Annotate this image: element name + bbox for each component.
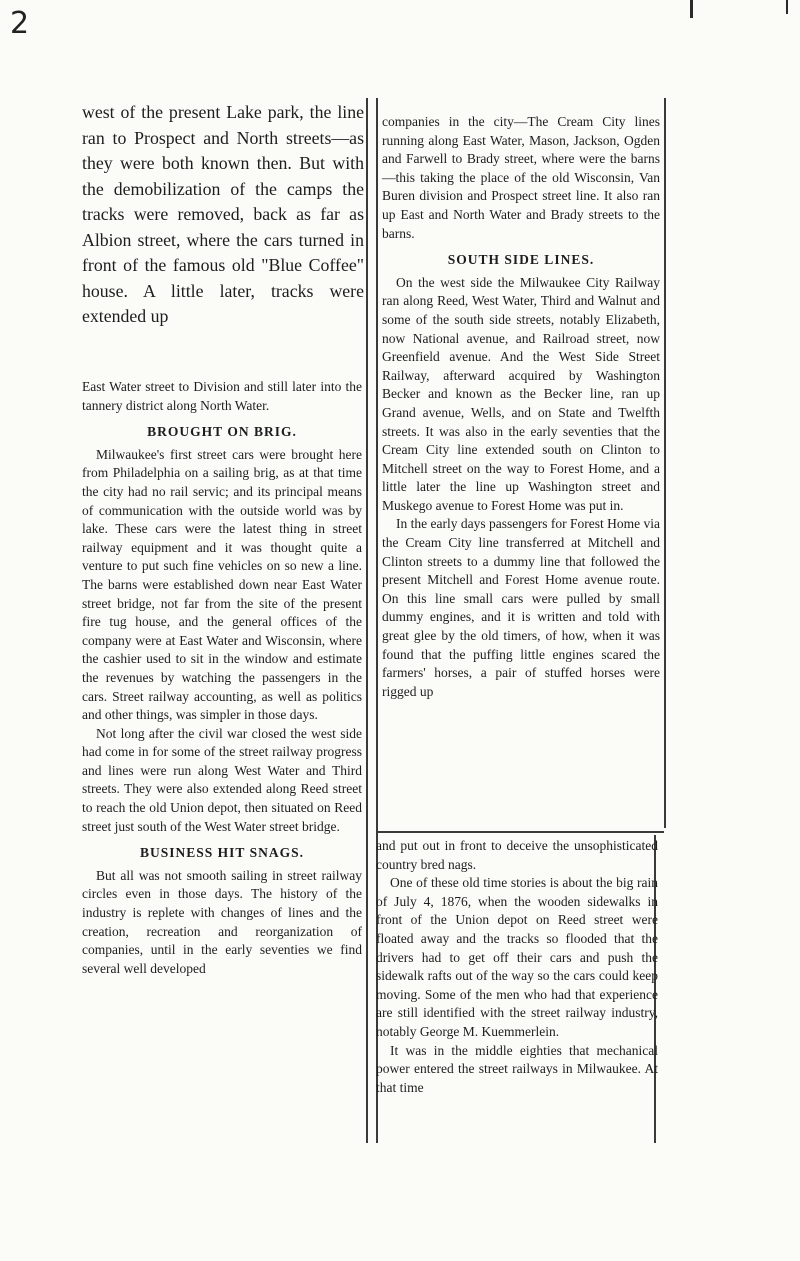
right-column-upper xyxy=(382,113,660,701)
right-clip-right-border xyxy=(664,98,666,828)
page-number: 2 xyxy=(10,6,30,41)
paragraph: companies in the city—The Cream City lines running along East Water, Mason, Jackson, Ogden and Farwell to Brady street, where were the barns —this taking the place of the old Wisconsin, Van Buren division and Prospect street line. It also ran up East and North Water and Brady streets to the barns. xyxy=(382,114,660,241)
right-edge-mark xyxy=(786,0,788,14)
heading-business-hit-snags: BUSINESS HIT SNAGS. xyxy=(140,845,304,861)
paragraph: and put out in front to deceive the unsophisticated country bred nags. xyxy=(376,838,658,872)
column-divider xyxy=(366,98,368,1143)
heading-south-side-lines: SOUTH SIDE LINES. xyxy=(447,252,595,268)
heading-brought-on-brig: BROUGHT ON BRIG. xyxy=(147,424,297,440)
paragraph: It was in the middle eighties that mechanical power entered the street railways in Milwaukee. At that time xyxy=(376,1042,658,1095)
paragraph: On the west side the Milwaukee City Railway ran along Reed, West Water, Third and Walnut and some of the south side streets, notably Elizabeth, now National avenue, and Railroad street, now Greenfield avenue. And the West Side Street Railway, afterward acquired by Washington Becker and known as the Becker line, ran up Grand avenue, Wells, and on State and Twelfth streets. It was also in the early seventies that the Cream City line extended south on Clinton to Mitchell street on the way to Forest Home, and a little later the line up Washington street and Muskego avenue to Forest Home was put in. xyxy=(382,274,660,513)
top-edge-mark xyxy=(690,0,693,18)
paragraph: In the early days passengers for Forest Home via the Cream City line transferred at Mitchell and Clinton streets to a dummy line that followed the present Mitchell and Forest Home avenue route. On this line small cars were pulled by small dummy engines, and it is written and told with great glee by the old timers, of how, when it was found that the puffing little engines scared the farmers' horses, a pair of stuffed horses were rigged up xyxy=(382,516,660,699)
paragraph: But all was not smooth sailing in street railway circles even in those days. The history of the industry is replete with changes of lines and the creation, recreation and reorganization of companies, until in the early seventies we find several well developed xyxy=(82,867,362,976)
lead-tail: East Water street to Division and still later into the tannery district along North Water. xyxy=(82,379,362,413)
left-column xyxy=(82,378,362,978)
paragraph: One of these old time stories is about the big rain of July 4, 1876, when the wooden sidewalks in front of the Union depot on Reed street were floated away and the tracks so flooded that the drivers had to get off their cars and push the sidewalk rafts out of the way so the cars could keep moving. Some of the men who had that experience are still identified with the street railway industry, notably George M. Kuemmerlein. xyxy=(376,875,658,1039)
lead-paragraph: west of the present Lake park, the line ran to Prospect and North streets—as they were both known then. But with the demobilization of the camps the tracks were removed, back as far as Albion street, where the cars turned in front of the famous old "Blue Coffee" house. A little later, tracks were extended up xyxy=(82,102,364,326)
right-column-lower xyxy=(376,837,658,1097)
paragraph: Milwaukee's first street cars were brought here from Philadelphia on a sailing brig, as at that time the city had no rail servic; and its principal means of communication with the outside world was by lake. These cars were the latest thing in street railway equipment and it was thought quite a venture to put such fine vehicles on so new a line. The barns were established down near East Water street bridge, not far from the site of the present fire tug house, and the general offices of the company were at East Water and Wisconsin, where the cashier used to sit in the window and estimate the revenues by watching the passengers in the cars. Street railway accounting, as well as politics and other things, was simpler in those days. xyxy=(82,446,362,723)
clip-separator xyxy=(378,831,664,833)
paragraph: Not long after the civil war closed the west side had come in for some of the street railway progress and lines were run along West Water and Third streets. They were also extended along Reed street to reach the old Union depot, then situated on Reed street just south of the West Water street bridge. xyxy=(82,725,362,834)
